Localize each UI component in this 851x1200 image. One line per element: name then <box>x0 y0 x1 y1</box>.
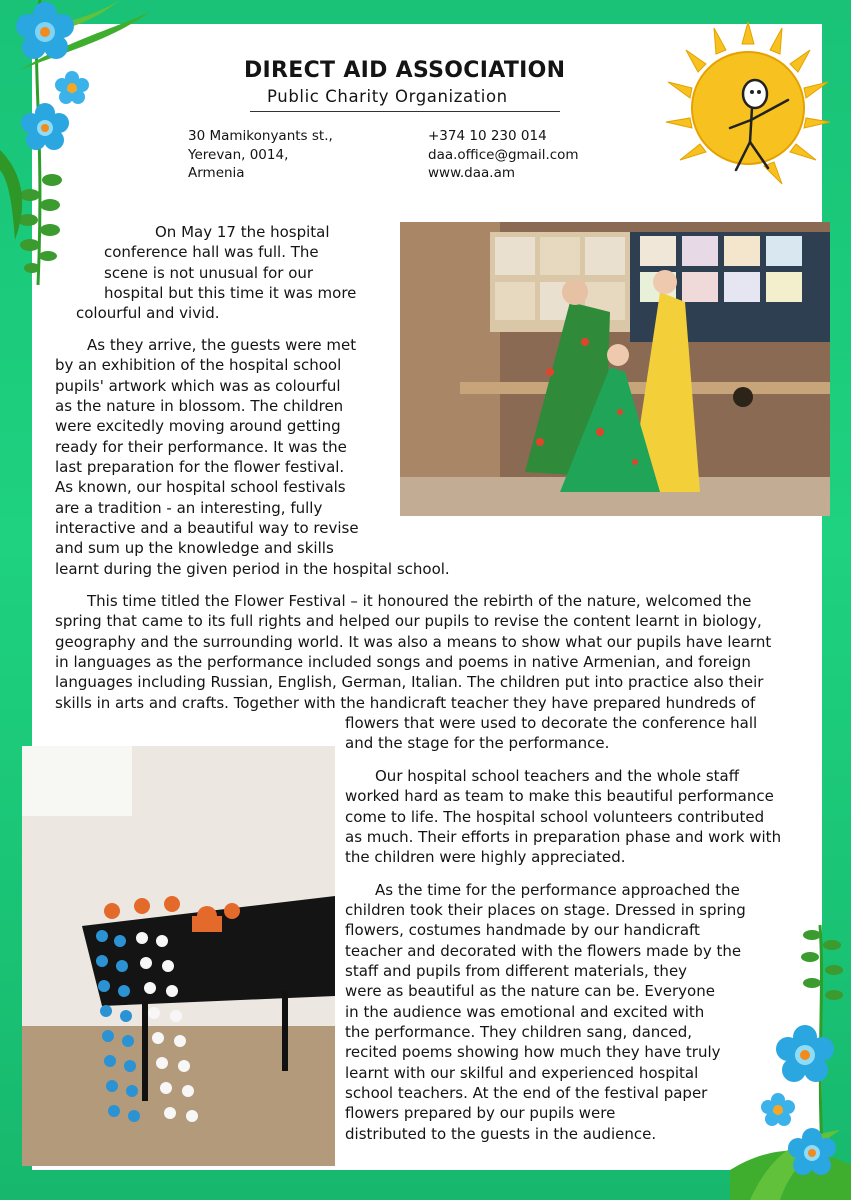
text-line: the children were highly appreciated. <box>345 848 626 866</box>
text-line: hospital but this time it was more <box>104 284 357 302</box>
text-line: As the time for the performance approached the <box>375 881 740 899</box>
text-line: school teachers. At the end of the festival paper <box>345 1084 708 1102</box>
text-line: come to life. The hospital school volunteers contributed <box>345 808 765 826</box>
text-line: teacher and decorated with the flowers made by the <box>345 942 742 960</box>
text-line: learnt during the given period in the hospital school. <box>55 560 450 578</box>
text-line: colourful and vivid. <box>76 304 220 322</box>
text-line: flowers, costumes handmade by our handicraft <box>345 921 700 939</box>
photo-paper-flower-garlands <box>22 746 335 1166</box>
text-line: spring that came to its full rights and helped our pupils to revise the content learnt in biology, <box>55 612 762 630</box>
contact-details <box>428 127 579 183</box>
text-line: and sum up the knowledge and skills <box>55 539 334 557</box>
text-line: As they arrive, the guests were met <box>87 336 357 354</box>
text-line: are a tradition - an interesting, fully <box>55 499 323 517</box>
text-line: This time titled the Flower Festival – it honoured the rebirth of the nature, welcomed the <box>87 592 752 610</box>
email-address[interactable]: daa.office@gmail.com <box>428 146 579 163</box>
text-line: last preparation for the flower festival. <box>55 458 345 476</box>
text-line: the performance. They children sang, danced, <box>345 1023 693 1041</box>
text-line: staff and pupils from different materials, they <box>345 962 688 980</box>
text-line: interactive and a beautiful way to revise <box>55 519 359 537</box>
text-line: conference hall was full. The <box>104 243 319 261</box>
organization-title: DIRECT AID ASSOCIATION <box>244 58 566 83</box>
text-line: in languages as the performance included songs and poems in native Armenian, and foreign <box>55 653 751 671</box>
text-line: as much. Their efforts in preparation phase and work with <box>345 828 782 846</box>
organization-subtitle: Public Charity Organization <box>267 87 508 106</box>
text-line: as the nature in blossom. The children <box>55 397 344 415</box>
text-line: distributed to the guests in the audience. <box>345 1125 657 1143</box>
text-line: pupils' artwork which was as colourful <box>55 377 341 395</box>
address-line: Armenia <box>188 165 245 181</box>
text-line: and the stage for the performance. <box>345 734 610 752</box>
text-line: scene is not unusual for our <box>104 264 314 282</box>
address-line: Yerevan, 0014, <box>188 146 289 163</box>
sun-mascot-logo-icon <box>660 22 835 202</box>
text-line: As known, our hospital school festivals <box>55 478 346 496</box>
text-line: languages including Russian, English, German, Italian. The children put into practice also their <box>55 673 764 691</box>
text-line: by an exhibition of the hospital school <box>55 356 342 374</box>
website-link[interactable]: www.daa.am <box>428 165 516 181</box>
text-line: skills in arts and crafts. Together with the handicraft teacher they have prepared hundreds of <box>55 694 756 712</box>
bottom-right-flower-decoration-icon <box>730 915 851 1200</box>
text-line: ready for their performance. It was the <box>55 438 347 456</box>
text-line: were excitedly moving around getting <box>55 417 341 435</box>
text-line: On May 17 the hospital <box>155 223 330 241</box>
text-line: flowers prepared by our pupils were <box>345 1104 616 1122</box>
phone-number: +374 10 230 014 <box>428 128 547 144</box>
text-line: geography and the surrounding world. It was also a means to show what our pupils have learnt <box>55 633 772 651</box>
address-line: 30 Mamikonyants st., <box>188 128 333 144</box>
text-line: were as beautiful as the nature can be. Everyone <box>345 982 715 1000</box>
photo-children-in-costumes-icon <box>400 222 830 516</box>
text-line: children took their places on stage. Dressed in spring <box>345 901 746 919</box>
photo-children-in-flower-costumes <box>400 222 830 516</box>
text-line: in the audience was emotional and excited with <box>345 1003 705 1021</box>
text-line: Our hospital school teachers and the whole staff <box>375 767 740 785</box>
text-line: recited poems showing how much they have truly <box>345 1043 721 1061</box>
photo-paper-flower-garlands-on-piano-icon <box>22 746 335 1166</box>
text-line: learnt with our skilful and experienced hospital <box>345 1064 699 1082</box>
text-line: worked hard as team to make this beautiful performance <box>345 787 774 805</box>
title-divider <box>250 111 560 112</box>
text-line: flowers that were used to decorate the conference hall <box>345 714 758 732</box>
postal-address <box>188 127 333 183</box>
